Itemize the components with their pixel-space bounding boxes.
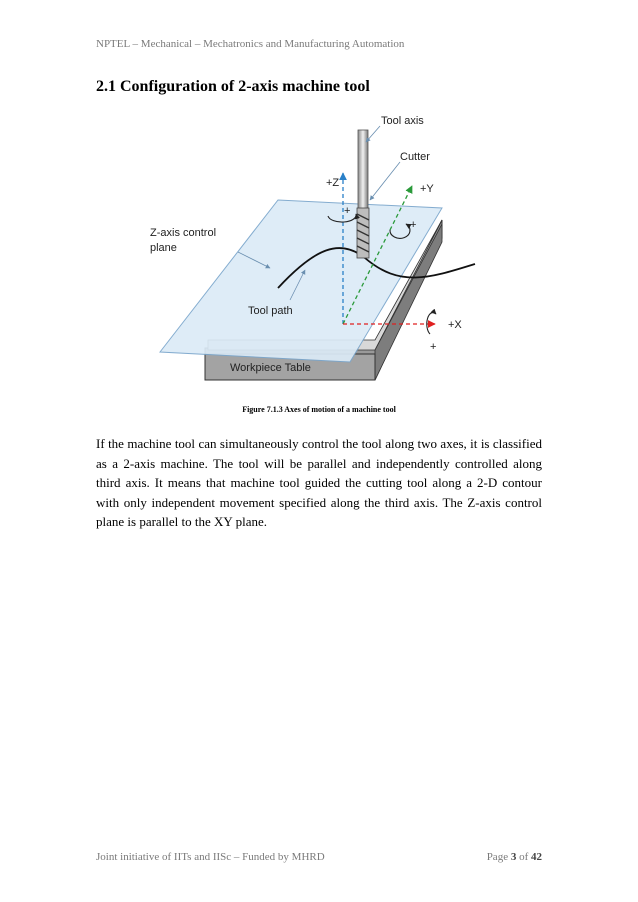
- section-heading: 2.1 Configuration of 2-axis machine tool: [96, 78, 370, 95]
- plus-x-label: +X: [448, 319, 462, 331]
- z-axis-control-plane: [160, 200, 442, 362]
- x-plus-sign: +: [430, 341, 437, 353]
- page-current: 3: [510, 851, 517, 863]
- plane-label-line1: Z-axis control: [150, 227, 217, 239]
- plus-z-label: +Z: [326, 177, 340, 189]
- z-plus-sign: +: [344, 205, 351, 217]
- cutter-label: Cutter: [400, 151, 430, 163]
- tool-path-label: Tool path: [248, 305, 293, 317]
- tool-axis-label: Tool axis: [381, 115, 424, 127]
- x-rotation-arrow: [427, 313, 436, 334]
- plus-y-label: +Y: [420, 183, 434, 195]
- cutter-pointer: [370, 162, 400, 200]
- page-total: 42: [531, 851, 542, 863]
- cutting-tool: [357, 130, 369, 258]
- figure-drawing: [130, 108, 490, 398]
- footer-credit: Joint initiative of IITs and IISc – Funded by MHRD: [96, 851, 325, 863]
- workpiece-table-label: Workpiece Table: [230, 362, 311, 374]
- figure-caption: Figure 7.1.3 Axes of motion of a machine tool: [242, 405, 396, 414]
- y-plus-sign: +: [410, 219, 417, 231]
- page-of: of: [519, 851, 529, 863]
- page-header: NPTEL – Mechanical – Mechatronics and Manufacturing Automation: [96, 38, 405, 50]
- machine-axes-figure: [130, 108, 490, 398]
- page-prefix: Page: [486, 851, 509, 863]
- body-paragraph: If the machine tool can simultaneously control the tool along two axes, it is classified as a 2-axis machine. The tool will be parallel and independently controlled along third axis. It means that machine tool guided the cutting tool along a 2-D contour with only independent movement specified along the third axis. The Z-axis control plane is parallel to the XY plane.: [96, 436, 542, 529]
- page-number: [487, 851, 542, 863]
- plane-label-line2: plane: [150, 242, 177, 254]
